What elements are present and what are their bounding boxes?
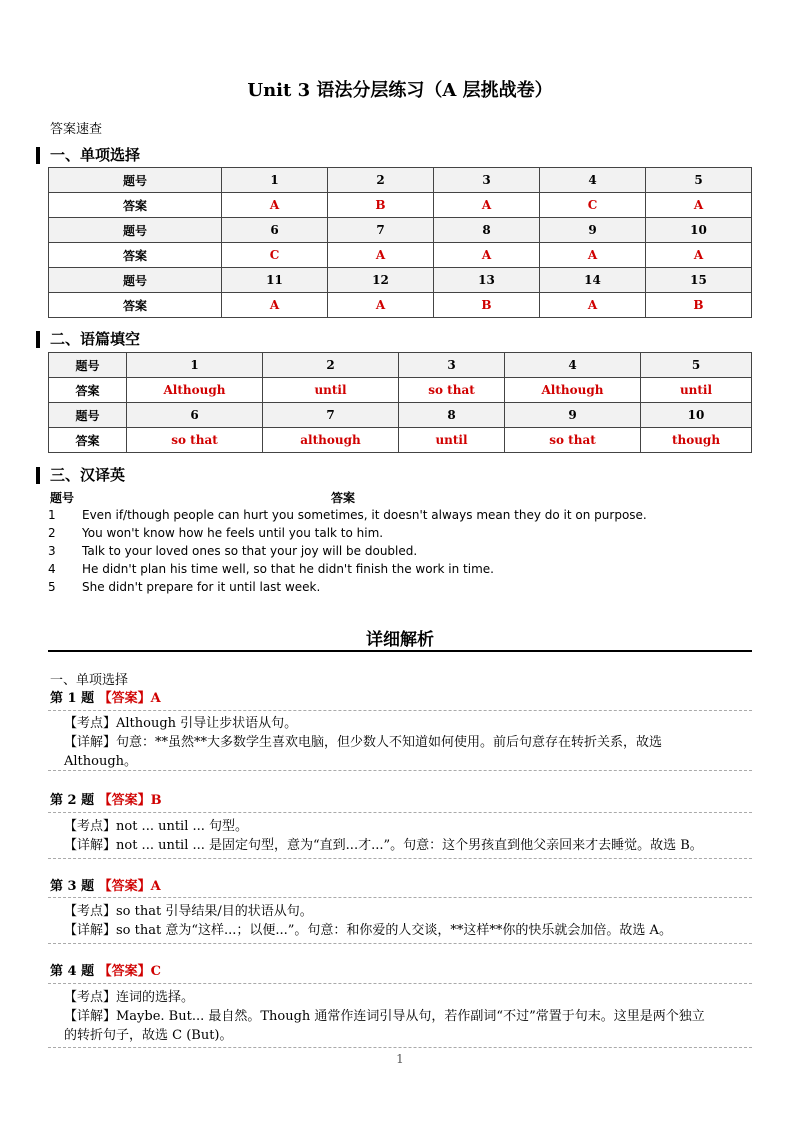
- answer-cell: so that: [399, 378, 505, 403]
- question-number: 2: [263, 353, 399, 378]
- question-number: 13: [434, 268, 540, 293]
- item-answer: Even if/though people can hurt you sometimes, it doesn't always mean they do it on purpose.: [82, 508, 647, 522]
- question-label: 第 2 题: [50, 793, 95, 808]
- item-answer: He didn't plan his time well, so that he didn't finish the work in time.: [82, 562, 494, 576]
- explanation-line: 【详解】Maybe. But... 最自然。Though 通常作连词引导从句，若作副词“不过”常置于句末。这里是两个独立: [64, 1009, 705, 1024]
- question-heading: [50, 789, 162, 808]
- question-number: 15: [646, 268, 752, 293]
- item-number: 4: [48, 562, 56, 576]
- section-heading-multiple-choice: 一、单项选择: [36, 147, 140, 164]
- answer-cell: A: [540, 243, 646, 268]
- answer-cell: C: [540, 193, 646, 218]
- question-heading: [50, 960, 161, 979]
- table-row: [49, 378, 752, 403]
- answer-cell: B: [646, 293, 752, 318]
- table-row: [49, 168, 752, 193]
- question-number: 1: [127, 353, 263, 378]
- question-answer: 【答案】A: [98, 879, 161, 894]
- answer-cell: until: [399, 428, 505, 453]
- detail-section-label: 一、单项选择: [50, 673, 129, 688]
- answer-cell: so that: [127, 428, 263, 453]
- question-number: 5: [646, 168, 752, 193]
- explanation-line: 的转折句子，故选 C (But)。: [64, 1028, 233, 1043]
- table-row: [49, 353, 752, 378]
- answer-cell: B: [328, 193, 434, 218]
- item-number: 1: [48, 508, 56, 522]
- row-label: 答案: [49, 428, 127, 453]
- answer-cell: B: [434, 293, 540, 318]
- row-label: 题号: [49, 353, 127, 378]
- question-label: 第 1 题: [50, 691, 95, 706]
- explanation-box: [48, 897, 752, 944]
- explanation-box: [48, 983, 752, 1048]
- item-number: 2: [48, 526, 56, 540]
- answer-cell: so that: [505, 428, 641, 453]
- table-row: [49, 403, 752, 428]
- question-number: 6: [222, 218, 328, 243]
- question-number: 2: [328, 168, 434, 193]
- question-number: 4: [505, 353, 641, 378]
- row-label: 题号: [49, 218, 222, 243]
- detail-title: 详细解析: [366, 630, 434, 650]
- question-number: 8: [434, 218, 540, 243]
- row-label: 答案: [49, 243, 222, 268]
- question-number: 9: [505, 403, 641, 428]
- table-row: [49, 293, 752, 318]
- answer-cell: A: [328, 243, 434, 268]
- explanation-line: 【详解】not ... until ... 是固定句型，意为“直到...才...”。句意：这个男孩直到他父亲回来才去睡觉。故选 B。: [64, 838, 703, 853]
- answer-cell: Although: [127, 378, 263, 403]
- explanation-line: 【考点】not ... until ... 句型。: [64, 819, 249, 834]
- explanation-line: 【考点】so that 引导结果/目的状语从句。: [64, 904, 313, 919]
- item-answer: Talk to your loved ones so that your joy will be doubled.: [82, 544, 418, 558]
- section-heading-passage-fill: 二、语篇填空: [36, 331, 140, 348]
- table-row: [49, 193, 752, 218]
- table-row: [49, 268, 752, 293]
- row-label: 题号: [49, 168, 222, 193]
- question-number: 5: [641, 353, 752, 378]
- item-answer: You won't know how he feels until you talk to him.: [82, 526, 384, 540]
- question-number: 7: [263, 403, 399, 428]
- table-row: [49, 218, 752, 243]
- list-item: [48, 526, 748, 544]
- list-item: [48, 580, 748, 598]
- list-item: [48, 562, 748, 580]
- explanation-line: 【考点】连词的选择。: [64, 990, 195, 1005]
- answer-cell: until: [263, 378, 399, 403]
- answer-cell: although: [263, 428, 399, 453]
- page-number: 1: [396, 1052, 404, 1066]
- explanation-line: 【考点】Although 引导让步状语从句。: [64, 716, 298, 731]
- question-heading: [50, 687, 161, 706]
- explanation-line: 【详解】句意：**虽然**大多数学生喜欢电脑，但少数人不知道如何使用。前后句意存在转折关系，故选: [64, 735, 663, 750]
- item-number: 3: [48, 544, 56, 558]
- question-number: 12: [328, 268, 434, 293]
- list-item: [48, 508, 748, 526]
- row-label: 答案: [49, 193, 222, 218]
- table-row: [49, 428, 752, 453]
- question-answer: 【答案】A: [98, 691, 161, 706]
- answer-cell: until: [641, 378, 752, 403]
- row-label: 题号: [49, 403, 127, 428]
- item-answer: She didn't prepare for it until last week.: [82, 580, 321, 594]
- question-number: 9: [540, 218, 646, 243]
- answer-cell: A: [434, 193, 540, 218]
- answer-cell: A: [222, 193, 328, 218]
- item-number: 5: [48, 580, 56, 594]
- explanation-line: Although。: [64, 754, 138, 769]
- question-number: 10: [641, 403, 752, 428]
- question-number: 11: [222, 268, 328, 293]
- list-item: [48, 544, 748, 562]
- question-number: 6: [127, 403, 263, 428]
- answer-cell: A: [646, 193, 752, 218]
- column-header-answer: 答案: [331, 491, 356, 505]
- passage-fill-answer-table: [48, 352, 752, 453]
- question-answer: 【答案】C: [98, 964, 161, 979]
- multiple-choice-answer-table: [48, 167, 752, 318]
- answer-cell: A: [646, 243, 752, 268]
- question-number: 4: [540, 168, 646, 193]
- table-row: [49, 243, 752, 268]
- question-number: 3: [399, 353, 505, 378]
- answer-cell: though: [641, 428, 752, 453]
- question-label: 第 4 题: [50, 964, 95, 979]
- page-title: Unit 3 语法分层练习（A 层挑战卷）: [247, 80, 553, 101]
- row-label: 答案: [49, 293, 222, 318]
- column-header-number: 题号: [50, 491, 75, 505]
- title-divider: [48, 650, 752, 652]
- answer-cell: A: [328, 293, 434, 318]
- explanation-box: [48, 710, 752, 771]
- question-number: 3: [434, 168, 540, 193]
- explanation-box: [48, 812, 752, 859]
- section-heading-translation: 三、汉译英: [36, 467, 125, 484]
- row-label: 答案: [49, 378, 127, 403]
- question-heading: [50, 875, 161, 894]
- answer-cell: A: [222, 293, 328, 318]
- question-number: 14: [540, 268, 646, 293]
- question-number: 1: [222, 168, 328, 193]
- question-number: 8: [399, 403, 505, 428]
- quick-check-label: 答案速查: [50, 122, 103, 137]
- explanation-line: 【详解】so that 意为“这样...；以便...”。句意：和你爱的人交谈，**这样**你的快乐就会加倍。故选 A。: [64, 923, 672, 938]
- row-label: 题号: [49, 268, 222, 293]
- answer-cell: Although: [505, 378, 641, 403]
- answer-cell: A: [540, 293, 646, 318]
- answer-cell: C: [222, 243, 328, 268]
- question-label: 第 3 题: [50, 879, 95, 894]
- question-number: 7: [328, 218, 434, 243]
- answer-cell: A: [434, 243, 540, 268]
- question-number: 10: [646, 218, 752, 243]
- question-answer: 【答案】B: [98, 793, 162, 808]
